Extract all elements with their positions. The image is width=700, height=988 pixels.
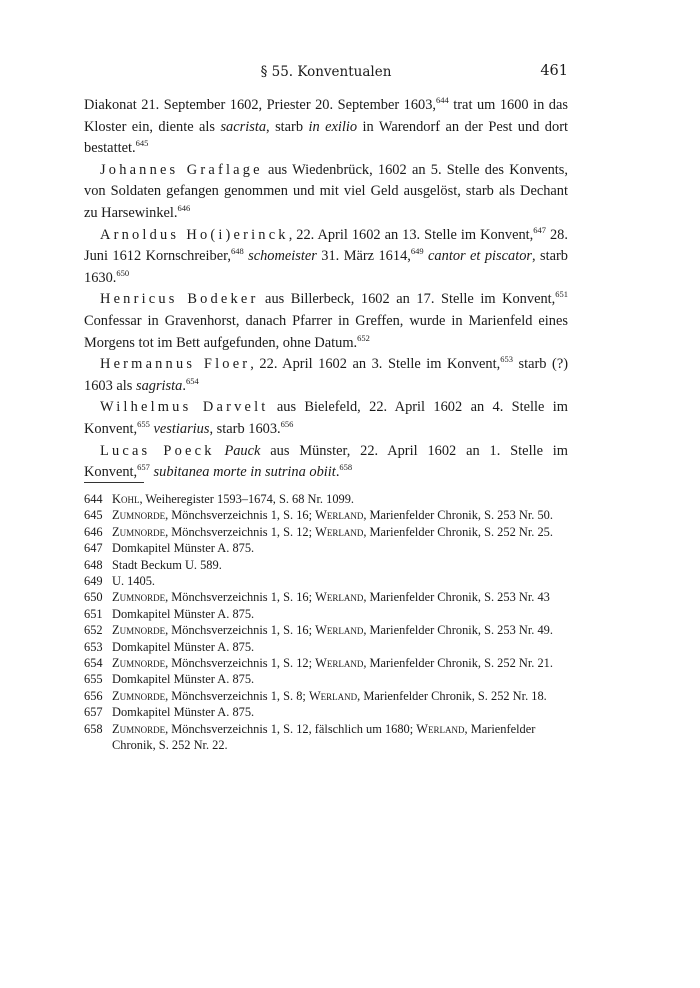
footnote: [84, 540, 568, 556]
footnote: [84, 639, 568, 655]
footnote-ref[interactable]: 648: [230, 246, 244, 257]
footnote-ref[interactable]: 655: [137, 419, 150, 430]
footnote-text: Zumnorde, Mönchsverzeichnis 1, S. 16; Werland, Marienfelder Chronik, S. 253 Nr. 49.: [112, 623, 553, 638]
entry-graflage: Johannes Graflage aus Wiedenbrück, 1602 an 5. Stelle des Konvents, von Soldaten gefangen genommen und mit viel Geld ausgelöst, starb als Dechant zu Harsewinkel.$^{646}$: [84, 161, 568, 221]
footnote-text: Domkapitel Münster A. 875.: [112, 639, 255, 654]
footnote-number: 655: [84, 672, 103, 687]
footnote-number: 648: [84, 557, 103, 572]
main-text: [84, 95, 568, 484]
footnote: [84, 704, 568, 720]
footnote-ref[interactable]: 658: [339, 462, 353, 473]
footnotes: [84, 491, 568, 754]
footnote: [84, 671, 568, 687]
footnote: [84, 524, 568, 540]
footnote-ref[interactable]: 657: [137, 462, 150, 473]
footnote-text: Zumnorde, Mönchsverzeichnis 1, S. 12; Werland, Marienfelder Chronik, S. 252 Nr. 21.: [112, 656, 553, 671]
footnote: [84, 589, 568, 605]
footnote-text: Domkapitel Münster A. 875.: [112, 541, 255, 556]
footnote: [84, 721, 568, 754]
footnote-number: 649: [84, 574, 103, 589]
footnote-text: Kohl, Weiheregister 1593–1674, S. 68 Nr. 1099.: [112, 492, 355, 506]
footnote-text: Zumnorde, Mönchsverzeichnis 1, S. 8; Werland, Marienfelder Chronik, S. 252 Nr. 18.: [112, 688, 547, 703]
footnote: [84, 622, 568, 638]
footnote-text: Stadt Beckum U. 589.: [112, 557, 222, 572]
footnote-number: 654: [84, 656, 103, 671]
footnote-number: 658: [84, 721, 103, 736]
footnote-number: 650: [84, 590, 103, 605]
footnote-text: U. 1405.: [112, 574, 156, 589]
footnote-number: 656: [84, 688, 103, 703]
footnote-ref[interactable]: 649: [410, 246, 424, 257]
footnote-number: 657: [84, 705, 103, 720]
footnote: [84, 655, 568, 671]
footnote-number: 652: [84, 623, 103, 638]
footnote-ref[interactable]: 645: [135, 138, 149, 149]
entry-floer: Hermannus Floer, 22. April 1602 an 3. Stelle im Konvent,$^{653}$ starb (?) 1603 als sagrista.$^{654}$: [84, 354, 568, 394]
footnote-number: 651: [84, 606, 103, 621]
footnote-text: Zumnorde, Mönchsverzeichnis 1, S. 16; Werland, Marienfelder Chronik, S. 253 Nr. 50.: [112, 508, 553, 523]
footnote-ref[interactable]: 656: [280, 419, 294, 430]
footnote: [84, 557, 568, 573]
page-number: 461: [540, 63, 568, 79]
footnote-text: Zumnorde, Mönchsverzeichnis 1, S. 16; Werland, Marienfelder Chronik, S. 253 Nr. 43: [112, 590, 550, 605]
footnote: [84, 688, 568, 704]
entry-hoierinck: Arnoldus Ho(i)erinck, 22. April 1602 an 13. Stelle im Konvent,$^{647}$ 28. Juni 1612 Kornschreiber,$^{648}$ schomeister 31. März 1614,$^{649}$ cantor et piscator, starb 1630.$^{650}$: [84, 224, 569, 286]
footnote-ref[interactable]: 653: [500, 354, 513, 365]
footnote-number: 645: [84, 508, 103, 523]
footnote-text: Domkapitel Münster A. 875.: [112, 672, 255, 687]
footnote: [84, 573, 568, 589]
footnote: [84, 491, 568, 507]
monk-name: Hermannus Floer: [100, 356, 251, 373]
footnote-number: 647: [84, 541, 103, 556]
footnote-number: 644: [84, 492, 103, 506]
footnote-ref[interactable]: 652: [357, 332, 370, 343]
monk-name: Wilhelmus Darvelt: [100, 399, 269, 416]
footnote-ref[interactable]: 651: [555, 289, 568, 300]
footnote-ref[interactable]: 654: [185, 375, 199, 386]
footnote-ref[interactable]: 647: [533, 224, 546, 235]
footnote-ref[interactable]: 646: [177, 203, 191, 214]
footnote-text: Zumnorde, Mönchsverzeichnis 1, S. 12; Werland, Marienfelder Chronik, S. 252 Nr. 25.: [112, 524, 553, 539]
footnote: [84, 507, 568, 523]
running-head: § 55. Konventualen: [260, 64, 392, 80]
footnote-text: Domkapitel Münster A. 875.: [112, 606, 255, 621]
monk-name: Lucas Poeck: [100, 442, 215, 459]
entry-poeck: Lucas Poeck Pauck aus Münster, 22. April 1602 an 1. Stelle im Konvent,$^{657}$ subitanea morte in sutrina obiit.$^{658}$: [84, 442, 568, 481]
monk-name: Johannes Graflage: [100, 161, 263, 178]
monk-name: Henricus Bodeker: [100, 291, 259, 308]
footnote: [84, 606, 568, 622]
footnote-number: 646: [84, 524, 103, 539]
entry-darvelt: Wilhelmus Darvelt aus Bielefeld, 22. April 1602 an 4. Stelle im Konvent,$^{655}$ vestiarius, starb 1603.$^{656}$: [84, 399, 568, 437]
entry-bodeker: Henricus Bodeker aus Billerbeck, 1602 an 17. Stelle im Konvent,$^{651}$ Confessar in Gravenhorst, danach Pfarrer in Greffen, wurde in Marienfeld eines Morgens tot im Bett aufgefunden, ohne Datum.$^{652}$: [84, 289, 568, 351]
footnote-ref[interactable]: 650: [116, 267, 130, 278]
footnote-divider: [84, 482, 144, 483]
footnote-number: 653: [84, 639, 103, 654]
footnote-text: Zumnorde, Mönchsverzeichnis 1, S. 12, fälschlich um 1680; Werland, Marienfelder Chronik, S. 252 Nr. 22.: [112, 721, 536, 753]
entry-continued: Diakonat 21. September 1602, Priester 20. September 1603,$^{644}$ trat um 1600 in das Kloster ein, diente als sacrista, starb in exilio in Warendorf an der Pest und dort bestattet.$^{645}$: [84, 95, 568, 157]
monk-name: Arnoldus Ho(i)erinck: [100, 226, 289, 243]
footnote-ref[interactable]: 644: [436, 95, 449, 106]
footnote-text: Domkapitel Münster A. 875.: [112, 705, 255, 720]
page-header: [84, 62, 568, 84]
